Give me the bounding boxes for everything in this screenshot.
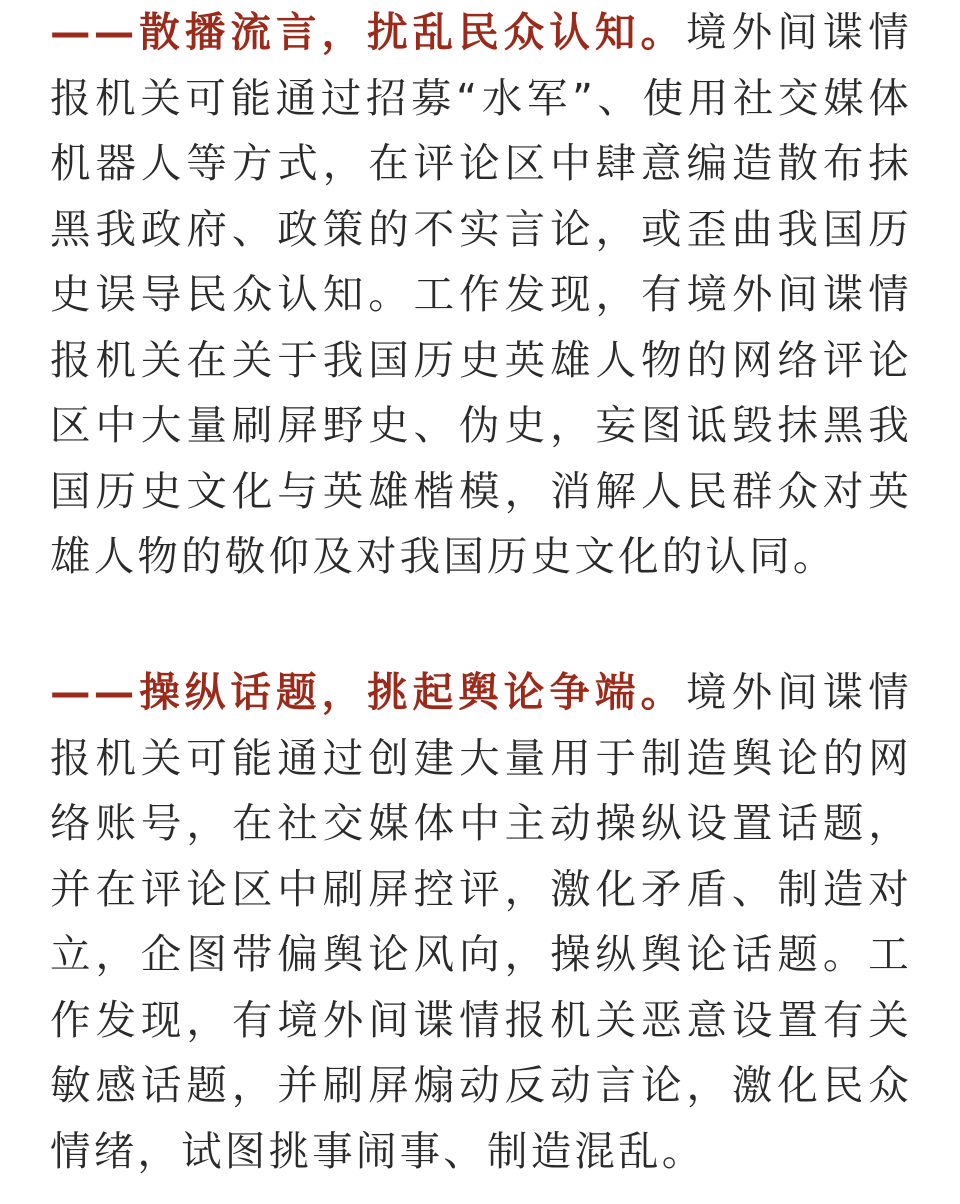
paragraph-lead-heading: ——散播流言，扰乱民众认知。 (50, 8, 687, 56)
paragraph-lead-heading: ——操纵话题，挑起舆论争端。 (50, 668, 687, 716)
paragraph-body-text: 境外间谍情报机关可能通过创建大量用于制造舆论的网络账号，在社交媒体中主动操纵设置话题，并在评论区中刷屏控评，激化矛盾、制造对立，企图带偏舆论风向，操纵舆论话题。工作发现，有境外间谍情报机关恶意设置有关敏感话题，并刷屏煽动反动言论，激化民众情绪，试图挑事闹事、制造混乱。 (50, 668, 912, 1175)
paragraph-spreading-rumors (50, 0, 912, 590)
paragraph-manipulating-topics (50, 660, 912, 1184)
paragraph-body-text: 境外间谍情报机关可能通过招募“水军”、使用社交媒体机器人等方式，在评论区中肆意编造散布抹黑我政府、政策的不实言论，或歪曲我国历史误导民众认知。工作发现，有境外间谍情报机关在关于我国历史英雄人物的网络评论区中大量刷屏野史、伪史，妄图诋毁抹黑我国历史文化与英雄楷模，消解人民群众对英雄人物的敬仰及对我国历史文化的认同。 (50, 8, 912, 580)
